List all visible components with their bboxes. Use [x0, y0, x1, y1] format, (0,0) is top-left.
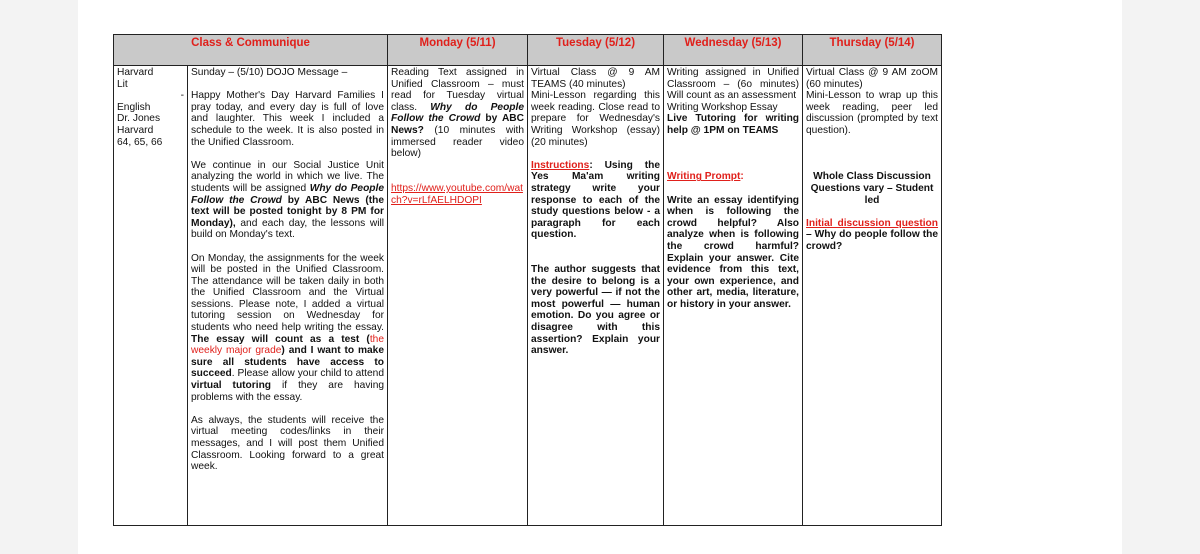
class-info-cell: [114, 66, 188, 526]
class-periods-label: Harvard: [117, 124, 154, 136]
thursday-discussion-question: Initial discussion question – Why do people follow the crowd?: [806, 217, 939, 252]
wednesday-prompt-text: Write an essay identifying when is following the crowd helpful? Also analyze when is following the crowd harmful? Explain your answer. Cite evidence from this text, your own experience, and other art, media, literature, or history in your answer.: [667, 194, 800, 310]
class-teacher: Dr. Jones: [117, 113, 161, 125]
communique-paragraph-4: As always, the students will receive the virtual meeting codes/links in their messages, and I will post them Unified Classroom. Looking forward to a great week.: [191, 414, 385, 473]
document-page: [78, 0, 1122, 554]
header-wednesday: Wednesday (5/13): [664, 35, 803, 66]
thursday-class-time: Virtual Class @ 9 AM zoOM (60 minutes): [806, 67, 939, 90]
thursday-mini-lesson: Mini-Lesson to wrap up this week reading, peer led discussion (prompted by text question).: [806, 90, 939, 136]
class-periods: 64, 65, 66: [117, 136, 163, 148]
youtube-video-link[interactable]: https://www.youtube.com/watch?v=rLfAELHDOPI: [391, 182, 523, 206]
thursday-cell: [803, 66, 942, 526]
wednesday-assignment: Writing assigned in Unified Classroom – (6o minutes) Will count as an assessment: [667, 67, 800, 102]
monday-cell: [388, 66, 528, 526]
communique-paragraph-2: We continue in our Social Justice Unit analyzing the world in which we live. The students will be assigned Why do People Follow the Crowd by ABC News (the text will be posted tonight by 8 PM for Monday), and each day, the lessons will build on Monday's text.: [191, 159, 385, 241]
header-tuesday: Tuesday (5/12): [528, 35, 664, 66]
class-subject2: English: [117, 101, 151, 113]
wednesday-tutoring: Live Tutoring for writing help @ 1PM on TEAMS: [667, 113, 800, 136]
class-school: Harvard: [117, 67, 154, 78]
tuesday-mini-lesson: Mini-Lesson regarding this week reading. Close read to prepare for Wednesday's Writing Workshop (essay) (20 minutes): [531, 90, 661, 148]
tuesday-cell: [528, 66, 664, 526]
class-subject: Lit: [117, 78, 128, 90]
tuesday-class-time: Virtual Class @ 9 AM TEAMS (40 minutes): [531, 67, 661, 90]
schedule-row: [114, 66, 942, 526]
header-monday: Monday (5/11): [388, 35, 528, 66]
tuesday-instructions: Instructions: Using the Yes Ma'am writing strategy write your response to each of the study questions below - a paragraph for each question.: [531, 159, 661, 241]
monday-text: Reading Text assigned in Unified Classroom – must read for Tuesday virtual class. Why do People Follow the Crowd by ABC News? (10 minutes with immersed reader video below): [391, 67, 525, 160]
class-dash: -: [180, 90, 184, 102]
wednesday-prompt-heading: Writing Prompt:: [667, 171, 744, 183]
communique-paragraph-1: Happy Mother's Day Harvard Families I pray today, and every day is full of love and laughter. This week I included a schedule to the week. It is also posted in the Unified Classroom.: [191, 90, 385, 148]
wednesday-cell: [664, 66, 803, 526]
header-thursday: Thursday (5/14): [803, 35, 942, 66]
communique-cell: [188, 66, 388, 526]
header-row: [114, 35, 942, 66]
header-class-communique: Class & Communique: [114, 35, 388, 66]
tuesday-study-question: The author suggests that the desire to belong is a very powerful — if not the most powerful — human emotion. Do you agree or disagree with this assertion? Explain your answer.: [531, 264, 661, 357]
thursday-discussion: Whole Class Discussion Questions vary – Student led: [810, 171, 934, 206]
communique-paragraph-3: On Monday, the assignments for the week will be posted in the Unified Classroom. The attendance will be taken daily in both the Unified Classroom and the Virtual sessions. Please note, I added a virtual tutoring session on Wednesday for students who need help writing the essay. The essay will count as a test (the weekly major grade) and I want to make sure all students have access to succeed. Please allow your child to attend virtual tutoring if they are having problems with the essay.: [191, 252, 385, 403]
communique-heading: Sunday – (5/10) DOJO Message –: [191, 67, 348, 78]
wednesday-workshop: Writing Workshop Essay: [667, 101, 778, 113]
weekly-schedule-table: [113, 34, 942, 526]
